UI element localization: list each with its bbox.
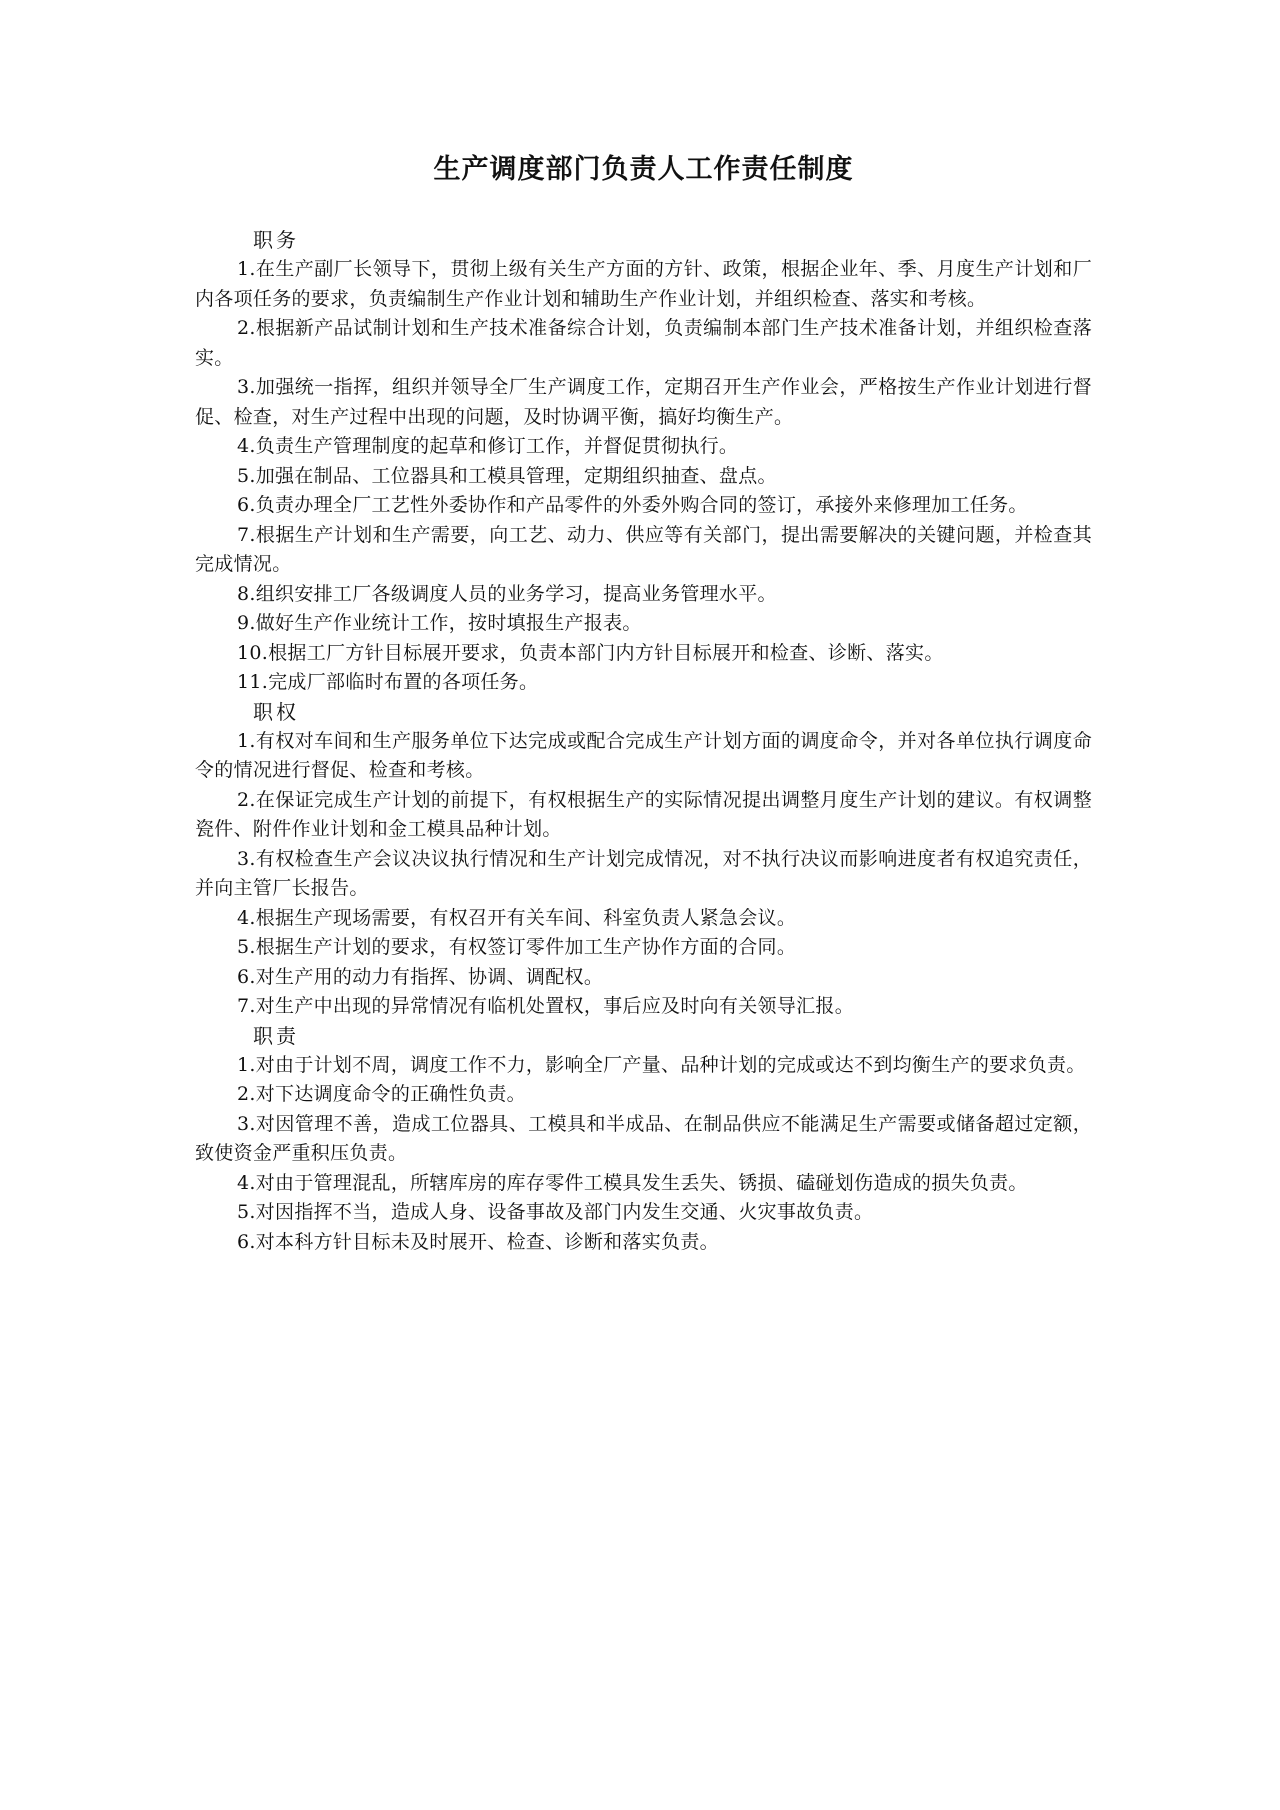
- section-authority: [195, 698, 1092, 1022]
- authority-item-3: 3.有权检查生产会议决议执行情况和生产计划完成情况，对不执行决议而影响进度者有权追究责任，并向主管厂长报告。: [195, 847, 1092, 899]
- duty-item-8: 8.组织安排工厂各级调度人员的业务学习，提高业务管理水平。: [237, 582, 777, 605]
- duty-item-6: 6.负责办理全厂工艺性外委协作和产品零件的外委外购合同的签订，承接外来修理加工任务。: [237, 494, 1028, 516]
- section-heading-authority: 职权: [253, 699, 299, 724]
- duty-item-2: 2.根据新产品试制计划和生产技术准备综合计划，负责编制本部门生产技术准备计划，并组织检查落实。: [195, 317, 1092, 369]
- authority-item-1: 1.有权对车间和生产服务单位下达完成或配合完成生产计划方面的调度命令，并对各单位执行调度命令的情况进行督促、检查和考核。: [195, 729, 1092, 781]
- authority-item-6: 6.对生产用的动力有指挥、协调、调配权。: [237, 965, 604, 988]
- section-responsibility: [195, 1022, 1092, 1258]
- responsibility-item-1: 1.对由于计划不周，调度工作不力，影响全厂产量、品种计划的完成或达不到均衡生产的要求负责。: [237, 1053, 1086, 1076]
- duty-item-10: 10.根据工厂方针目标展开要求，负责本部门内方针目标展开和检查、诊断、落实。: [237, 641, 944, 664]
- section-heading-responsibility: 职责: [253, 1023, 299, 1048]
- responsibility-item-3: 3.对因管理不善，造成工位器具、工模具和半成品、在制品供应不能满足生产需要或储备超过定额，致使资金严重积压负责。: [195, 1112, 1092, 1164]
- duty-item-7: 7.根据生产计划和生产需要，向工艺、动力、供应等有关部门，提出需要解决的关键问题，并检查其完成情况。: [195, 523, 1092, 575]
- duty-item-1: 1.在生产副厂长领导下，贯彻上级有关生产方面的方针、政策，根据企业年、季、月度生产计划和厂内各项任务的要求，负责编制生产作业计划和辅助生产作业计划，并组织检查、落实和考核。: [195, 258, 1092, 310]
- authority-item-5: 5.根据生产计划的要求，有权签订零件加工生产协作方面的合同。: [237, 936, 797, 958]
- duty-item-4: 4.负责生产管理制度的起草和修订工作，并督促贯彻执行。: [237, 435, 739, 457]
- section-heading-duties: 职务: [253, 228, 299, 252]
- duty-item-11: 11.完成厂部临时布置的各项任务。: [237, 671, 539, 693]
- authority-item-2: 2.在保证完成生产计划的前提下，有权根据生产的实际情况提出调整月度生产计划的建议。有权调整瓷件、附件作业计划和金工模具品种计划。: [195, 788, 1092, 840]
- duty-item-3: 3.加强统一指挥，组织并领导全厂生产调度工作，定期召开生产作业会，严格按生产作业计划进行督促、检查，对生产过程中出现的问题，及时协调平衡，搞好均衡生产。: [195, 376, 1092, 428]
- duty-item-9: 9.做好生产作业统计工作，按时填报生产报表。: [237, 612, 642, 634]
- responsibility-item-2: 2.对下达调度命令的正确性负责。: [237, 1083, 526, 1105]
- authority-item-7: 7.对生产中出现的异常情况有临机处置权，事后应及时向有关领导汇报。: [237, 995, 855, 1017]
- responsibility-item-4: 4.对由于管理混乱，所辖库房的库存零件工模具发生丢失、锈损、磕碰划伤造成的损失负责。: [237, 1171, 1028, 1194]
- responsibility-item-6: 6.对本科方针目标未及时展开、检查、诊断和落实负责。: [237, 1230, 719, 1253]
- duty-item-5: 5.加强在制品、工位器具和工模具管理，定期组织抽查、盘点。: [237, 464, 777, 487]
- responsibility-item-5: 5.对因指挥不当，造成人身、设备事故及部门内发生交通、火灾事故负责。: [237, 1201, 874, 1223]
- authority-item-4: 4.根据生产现场需要，有权召开有关车间、科室负责人紧急会议。: [237, 906, 797, 929]
- document-title: 生产调度部门负责人工作责任制度: [433, 154, 854, 185]
- section-duties: [195, 226, 1092, 698]
